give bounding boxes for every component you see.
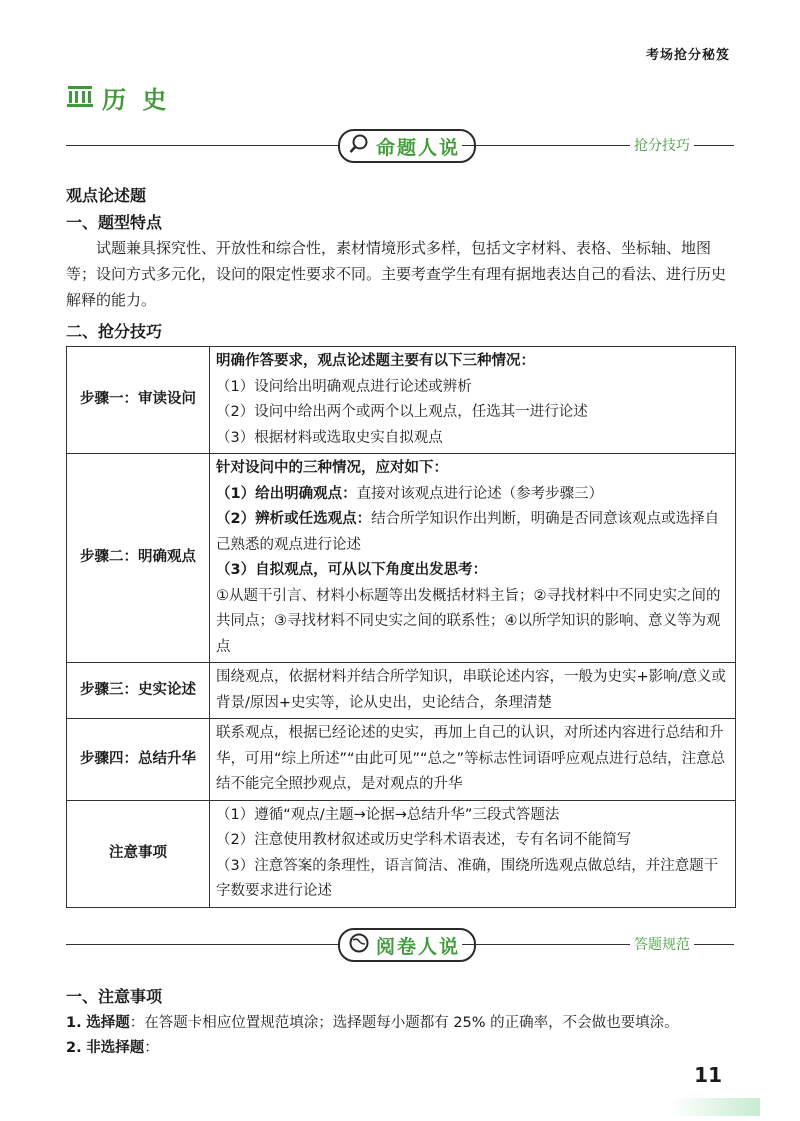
step-line: （2）设问中给出两个或两个以上观点，任选其一进行论述 <box>216 404 588 420</box>
step-content <box>210 800 736 907</box>
decorative-strip <box>670 1098 760 1116</box>
step-line-lead: （2）辨析或任选观点： <box>216 511 372 527</box>
step-line-text: 结合所学知识作出判断，明确是否同意该观点或选择自己熟悉的观点进行论述 <box>216 511 720 553</box>
banner-right-label: 抢分技巧 <box>630 135 694 155</box>
table-row <box>67 663 736 719</box>
banner-right-label: 答题规范 <box>630 934 694 954</box>
step-line: （1）设问给出明确观点进行论述或辨析 <box>216 378 472 395</box>
note-item-1 <box>66 1011 679 1032</box>
step-line: ①从题干引言、材料小标题等出发概括材料主旨；②寻找材料中不同史实之间的共同点；③寻找材料不同史实之间的联系性；④以所学知识的影响、意义等为观点 <box>216 587 721 655</box>
book-title: 考场抢分秘笈 <box>645 48 730 63</box>
building-icon <box>66 83 94 113</box>
step-content <box>210 663 736 719</box>
step-line: 联系观点，根据已经论述的史实，再加上自己的认识，对所述内容进行总结和升华，可用“综上所述”“由此可见”“总之”等标志性词语呼应观点进行总结，注意总结不能完全照抄观点，是对观点的升华 <box>216 725 726 792</box>
table-row <box>67 800 736 907</box>
step-label: 步骤二：明确观点 <box>67 454 210 663</box>
table-row <box>67 347 736 454</box>
steps-table <box>66 346 736 908</box>
step-line-lead: （3）自拟观点，可从以下角度出发思考： <box>216 562 488 578</box>
step-label: 注意事项 <box>67 800 210 907</box>
step-line: 明确作答要求，观点论述题主要有以下三种情况： <box>216 353 535 369</box>
step-line: 围绕观点，依据材料并结合所学知识，串联论述内容，一般为史实+影响/意义或背景/原因+史实等，论从史出，史论结合，条理清楚 <box>216 669 727 711</box>
step-content <box>210 454 736 663</box>
step-line-text: 直接对该观点进行论述（参考步骤三） <box>356 485 604 502</box>
subject-title: 历 史 <box>102 86 171 114</box>
part1-heading: 一、题型特点 <box>66 213 163 232</box>
note-lead: 选择题 <box>86 1015 130 1031</box>
note-item-2 <box>66 1036 159 1057</box>
note-text: ：在答题卡相应位置规范填涂；选择题每小题都有 25% 的正确率，不会做也要填涂。 <box>129 1015 679 1031</box>
step-label: 步骤三：史实论述 <box>67 663 210 719</box>
part2-heading: 二、抢分技巧 <box>66 322 163 341</box>
globe-icon <box>348 932 370 958</box>
banner-pill <box>338 129 476 163</box>
note-number: 1. <box>66 1015 82 1031</box>
note-number: 2. <box>66 1040 82 1056</box>
subject-header <box>66 80 170 115</box>
step-line: 针对设问中的三种情况，应对如下： <box>216 460 448 476</box>
note-text: ： <box>144 1040 159 1056</box>
step-line: （3）根据材料或选取史实自拟观点 <box>216 429 443 446</box>
step-content <box>210 719 736 801</box>
banner-pill <box>338 928 476 962</box>
step-label: 步骤一：审读设问 <box>67 347 210 454</box>
step-line <box>216 482 729 508</box>
step-content <box>210 347 736 454</box>
banner-grading <box>66 924 734 964</box>
step-label: 步骤四：总结升华 <box>67 719 210 801</box>
step-line <box>216 558 729 584</box>
step-line: （3）注意答案的条理性，语言简洁、准确，围绕所选观点做总结，并注意题干字数要求进行论述 <box>216 857 719 899</box>
page-number: 11 <box>694 1063 722 1087</box>
section-title: 观点论述题 <box>66 186 147 205</box>
table-row <box>67 454 736 663</box>
table-row <box>67 719 736 801</box>
banner-title: 命题人说 <box>376 136 461 159</box>
magnifier-icon <box>348 133 370 159</box>
step-line-lead: （1）给出明确观点： <box>216 485 357 502</box>
step-line: （1）遵循“观点/主题→论据→总结升华”三段式答题法 <box>216 806 560 823</box>
note-lead: 非选择题 <box>86 1040 145 1056</box>
banner-title: 阅卷人说 <box>376 935 461 958</box>
step-line: （2）注意使用教材叙述或历史学科术语表述，专有名词不能简写 <box>216 832 632 848</box>
step-line <box>216 507 729 558</box>
part1-text: 试题兼具探究性、开放性和综合性，素材情境形式多样，包括文字材料、表格、坐标轴、地图等；设问方式多元化，设问的限定性要求不同。主要考查学生有理有据地表达自己的看法、进行历史解释的能力。 <box>66 239 727 309</box>
notes-heading: 一、注意事项 <box>66 987 163 1006</box>
banner-proposition <box>66 125 734 165</box>
